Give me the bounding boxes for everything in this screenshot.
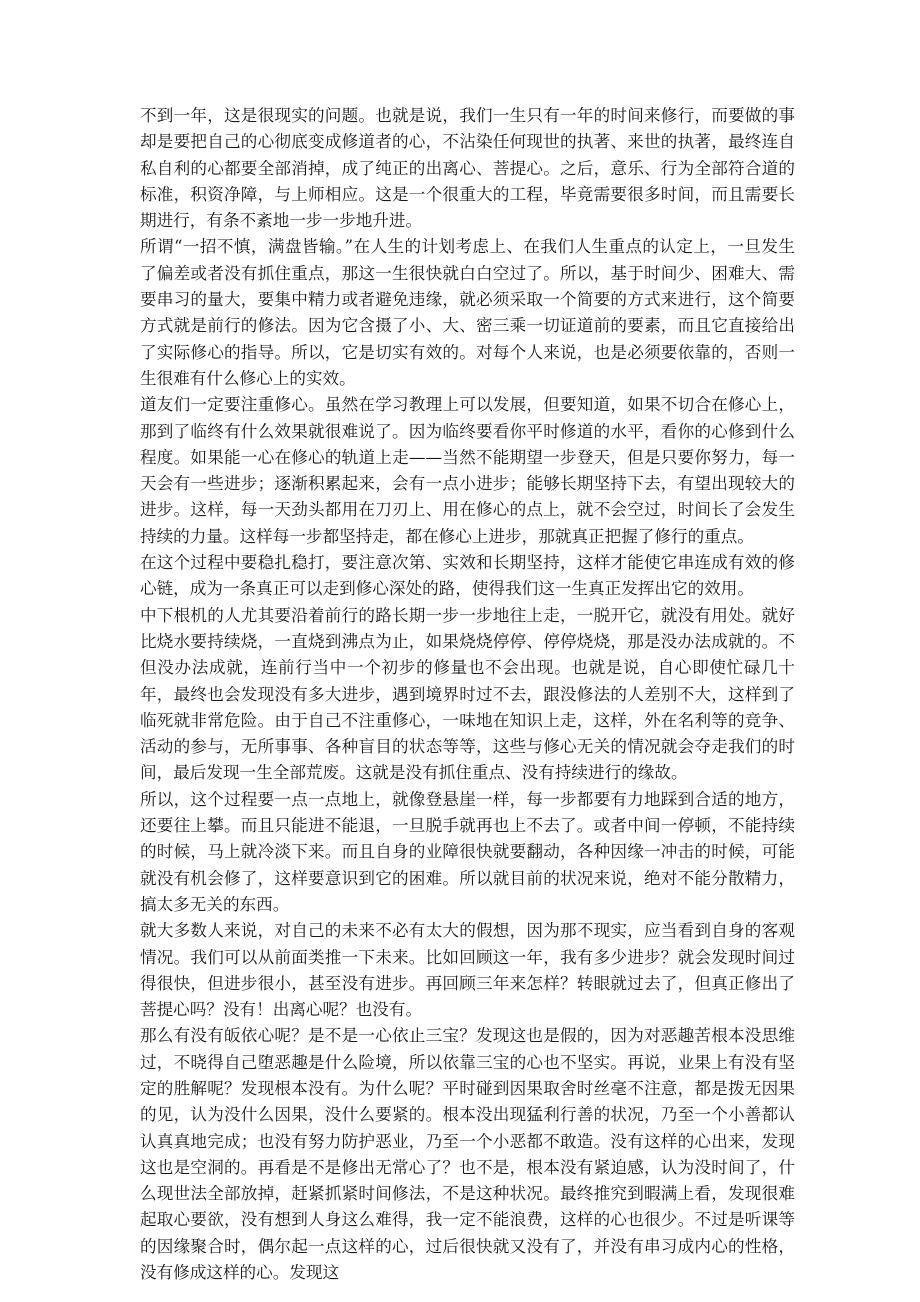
paragraph-5: 中下根机的人尤其要沿着前行的路长期一步一步地往上走，一脱开它，就没有用处。就好比烧水要持续烧，一直烧到沸点为止，如果烧烧停停、停停烧烧，那是没办法成就的。不但没办法成就，连前行当中一个初步的修量也不会出现。也就是说，自心即使忙碌几十年，最终也会发现没有多大进步，遇到境界时过不去，跟没修法的人差别不大，这样到了临死就非常危险。由于自己不注重修心，一味地在知识上走，这样，外在名利等的竞争、活动的参与，无所事事、各种盲目的状态等等，这些与修心无关的情况就会夺走我们的时间，最后发现一生全部荒废。这就是没有抓住重点、没有持续进行的缘故。 (140, 605, 795, 783)
paragraph-3: 道友们一定要注重修心。虽然在学习教理上可以发展，但要知道，如果不切合在修心上，那到了临终有什么效果就很难说了。因为临终要看你平时修道的水平，看你的心修到什么程度。如果能一心在修心的轨道上走——当然不能期望一步登天，但是只要你努力，每一天会有一些进步；逐渐积累起来，会有一点小进步；能够长期坚持下去，有望出现较大的进步。这样，每一天劲头都用在刀刃上、用在修心的点上，就不会空过，时间长了会发生持续的力量。这样每一步都坚持走，都在修心上进步，那就真正把握了修行的重点。 (140, 395, 795, 546)
paragraph-2: 所谓“一招不慎，满盘皆输。”在人生的计划考虑上、在我们人生重点的认定上，一旦发生了偏差或者没有抓住重点，那这一生很快就白白空过了。所以，基于时间少、困难大、需要串习的量大，要集中精力或者避免违缘，就必须采取一个简要的方式来进行，这个简要方式就是前行的修法。因为它含摄了小、大、密三乘一切证道前的要素，而且它直接给出了实际修心的指导。所以，它是切实有效的。对每个人来说，也是必须要依靠的，否则一生很难有什么修心上的实效。 (140, 237, 795, 388)
paragraph-6: 所以，这个过程要一点一点地上，就像登悬崖一样，每一步都要有力地踩到合适的地方，还要往上攀。而且只能进不能退，一旦脱手就再也上不去了。或者中间一停顿，不能持续的时候，马上就冷淡下来。而且自身的业障很快就要翻动，各种因缘一冲击的时候，可能就没有机会修了，这样要意识到它的困难。所以就目前的状况来说，绝对不能分散精力，搞太多无关的东西。 (140, 789, 795, 914)
document-page (140, 103, 795, 1286)
paragraph-8: 那么有没有皈依心呢？是不是一心依止三宝？发现这也是假的，因为对恶趣苦根本没思维过，不晓得自己堕恶趣是什么险境，所以依靠三宝的心也不坚实。再说，业果上有没有坚定的胜解呢？发现根本没有。为什么呢？平时碰到因果取舍时丝毫不注意，都是拨无因果的见，认为没什么因果，没什么要紧的。根本没出现猛利行善的状况，乃至一个小善都认认真真地完成；也没有努力防护恶业，乃至一个小恶都不敢造。没有这样的心出来，发现这也是空洞的。再看是不是修出无常心了？也不是，根本没有紧迫感，认为没时间了，什么现世法全部放掉，赶紧抓紧时间修法，不是这种状况。最终推究到暇满上看，发现很难起取心要欲，没有想到人身这么难得，我一定不能浪费，这样的心也很少。不过是听课等的因缘聚合时，偶尔起一点这样的心，过后很快就又没有了，并没有串习成内心的性格，没有修成这样的心。发现这 (140, 1026, 795, 1283)
paragraph-7: 就大多数人来说，对自己的未来不必有太大的假想，因为那不现实，应当看到自身的客观情况。我们可以从前面类推一下未来。比如回顾这一年，我有多少进步？就会发现时间过得很快，但进步很小，甚至没有进步。再回顾三年来怎样？转眼就过去了，但真正修出了菩提心吗？没有！出离心呢？也没有。 (140, 921, 795, 1020)
paragraph-1: 不到一年，这是很现实的问题。也就是说，我们一生只有一年的时间来修行，而要做的事却是要把自己的心彻底变成修道者的心，不沾染任何现世的执著、来世的执著，最终连自私自利的心都要全部消掉，成了纯正的出离心、菩提心。之后，意乐、行为全部符合道的标准，积资净障，与上师相应。这是一个很重大的工程，毕竟需要很多时间，而且需要长期进行，有条不紊地一步一步地升进。 (140, 106, 795, 231)
paragraph-4: 在这个过程中要稳扎稳打，要注意次第、实效和长期坚持，这样才能使它串连成有效的修心链，成为一条真正可以走到修心深处的路，使得我们这一生真正发挥出它的效用。 (140, 553, 795, 599)
